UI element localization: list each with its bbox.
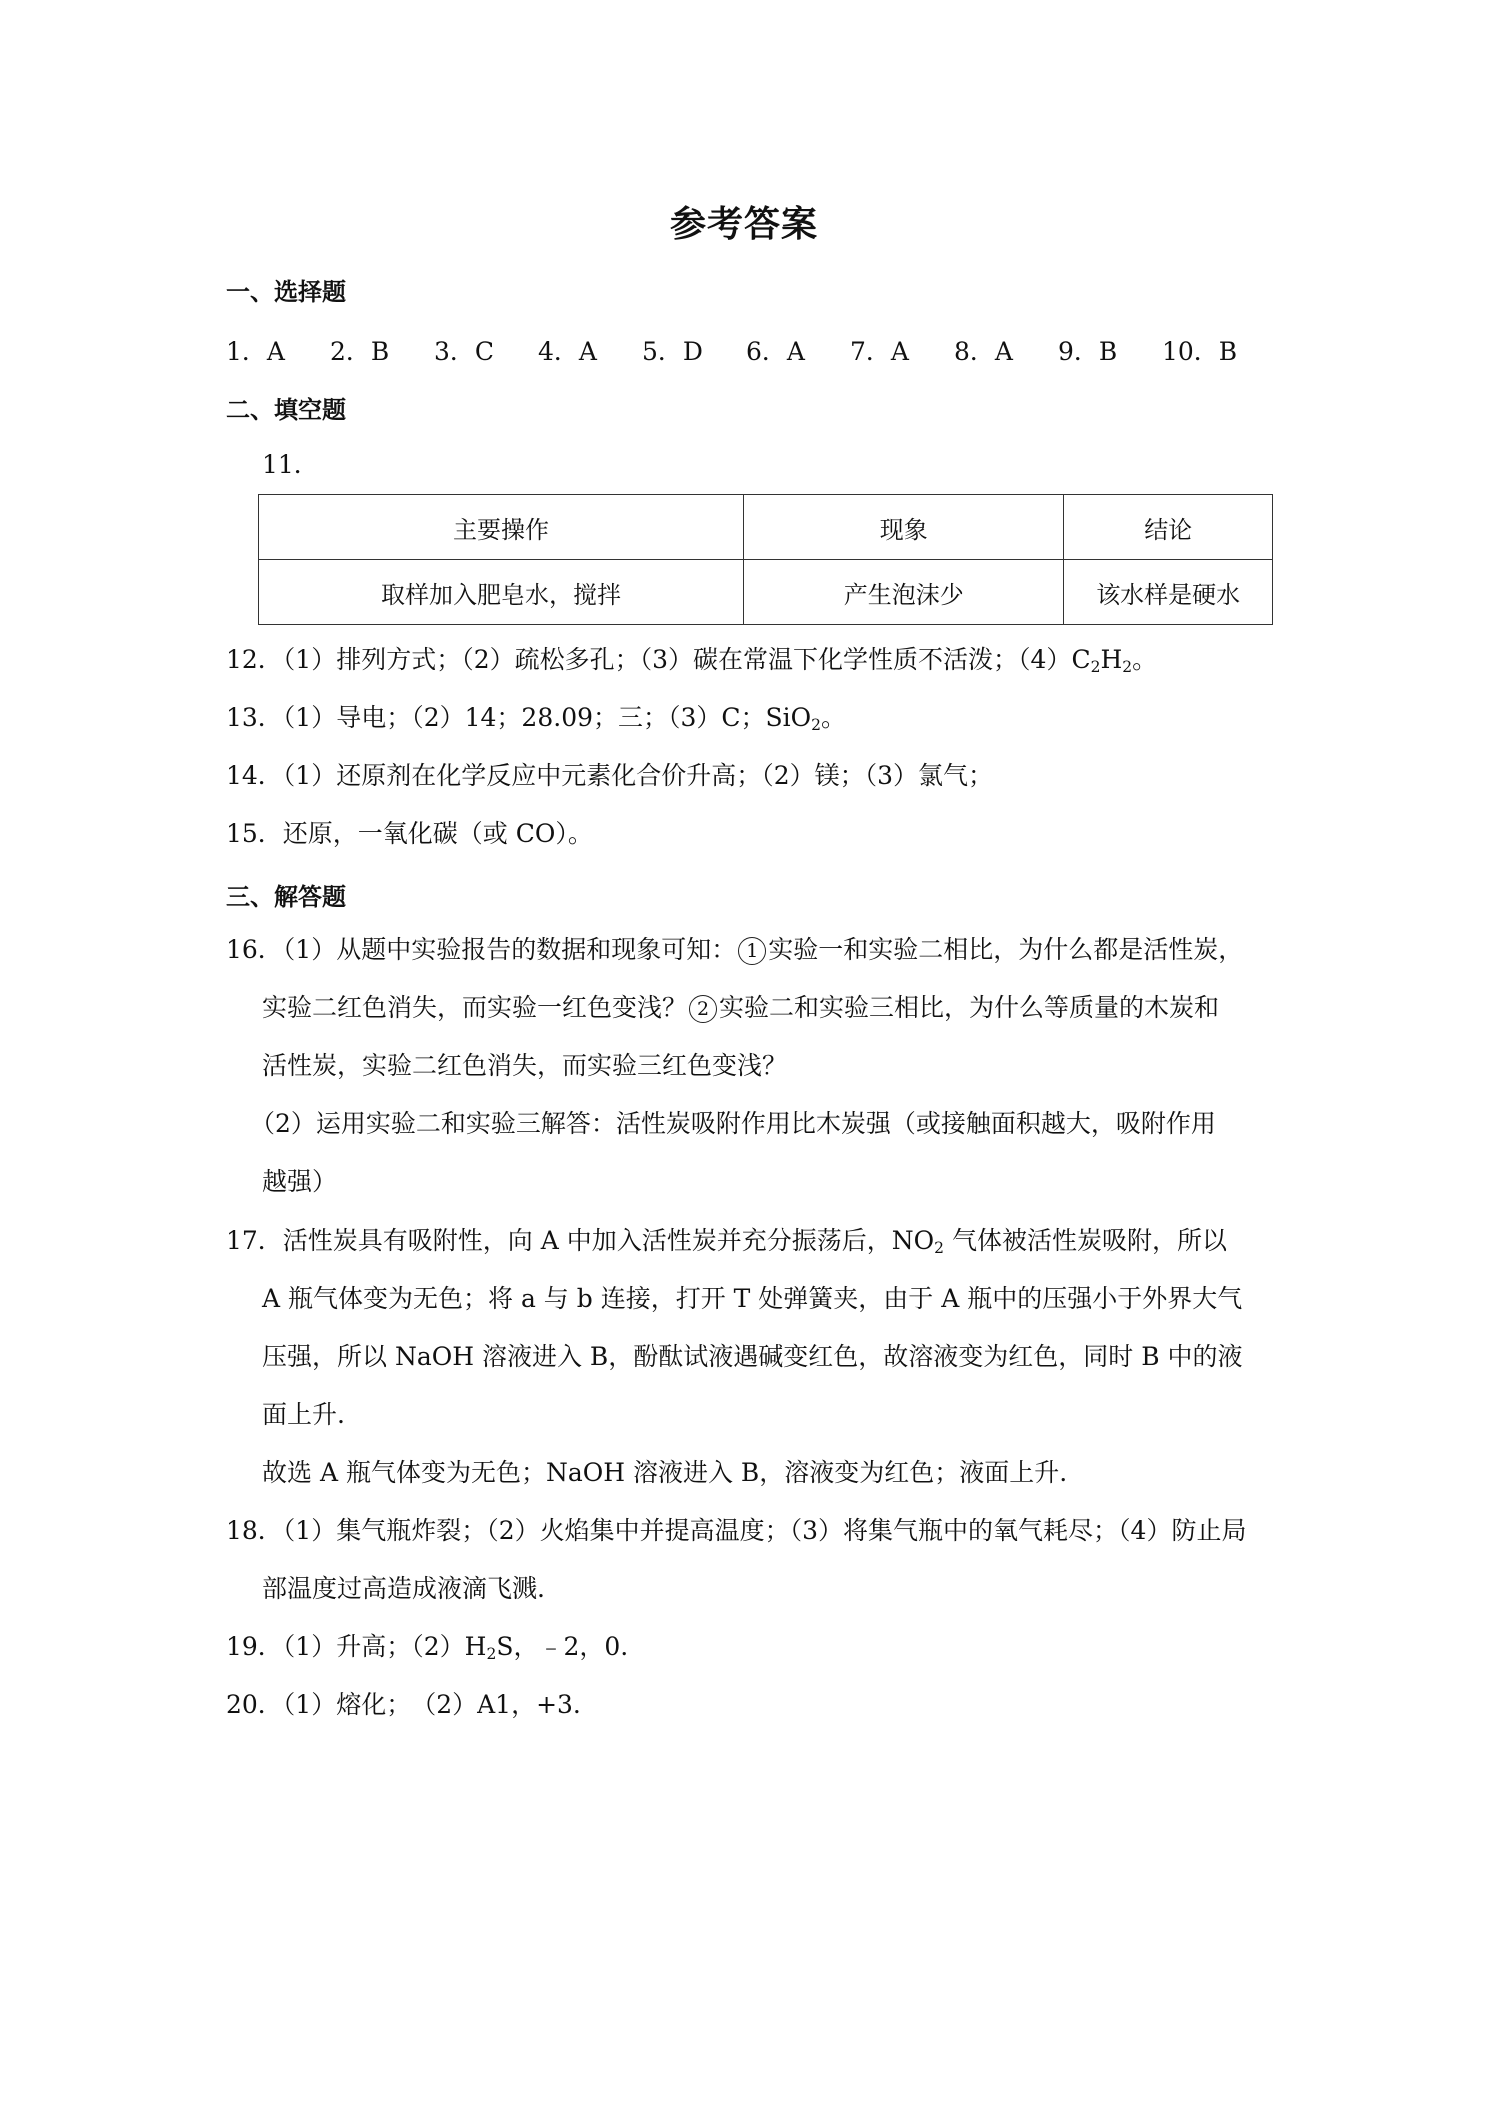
mc-answer: 1．A [226, 337, 285, 366]
q12-text: H [1100, 645, 1123, 674]
question-16-line: 越强） [262, 1167, 338, 1196]
question-16-line [262, 990, 1219, 1026]
table-header-cell: 现象 [744, 495, 1064, 560]
table-header-row [259, 495, 1273, 560]
mc-answer: 10．B [1162, 337, 1238, 366]
question-17-line: 故选 A 瓶气体变为无色；NaOH 溶液进入 B，溶液变为红色；液面上升. [262, 1458, 1068, 1487]
q13-text: 13．（1）导电；（2）14；28.09；三；（3）C；SiO [226, 703, 812, 732]
mc-answer: 8．A [954, 337, 1013, 366]
circled-number-2: 2 [689, 995, 717, 1023]
question-12-answer [226, 642, 1157, 685]
circled-number-1: 1 [738, 937, 766, 965]
q16-text: 实验二和实验三相比，为什么等质量的木炭和 [719, 993, 1220, 1022]
page-title: 参考答案 [669, 204, 818, 245]
table-row [259, 560, 1273, 625]
table-cell: 该水样是硬水 [1064, 560, 1273, 625]
question-17-line: 面上升. [262, 1400, 345, 1429]
question-16-line: （2）运用实验二和实验三解答：活性炭吸附作用比木炭强（或接触面积越大，吸附作用 [250, 1109, 1216, 1138]
question-15-answer: 15．还原，一氧化碳（或 CO）。 [226, 819, 593, 848]
section-heading-multiple-choice: 一、选择题 [226, 278, 346, 306]
question-16-line: 活性炭，实验二红色消失，而实验三红色变浅？ [262, 1051, 788, 1080]
q17-text: 气体被活性炭吸附，所以 [944, 1226, 1227, 1255]
question-17-line: 压强，所以 NaOH 溶液进入 B，酚酞试液遇碱变红色，故溶液变为红色，同时 B 中的液 [262, 1342, 1243, 1371]
q19-subscript: 2 [486, 1645, 497, 1663]
question-11-table [258, 494, 1273, 625]
question-14-answer: 14．（1）还原剂在化学反应中元素化合价升高；（2）镁；（3）氯气； [226, 761, 994, 790]
q17-text: 17．活性炭具有吸附性，向 A 中加入活性炭并充分振荡后，NO [226, 1226, 935, 1255]
table-header-cell: 主要操作 [259, 495, 744, 560]
q12-subscript: 2 [1090, 658, 1101, 676]
section-heading-answers: 三、解答题 [226, 883, 346, 911]
q13-text: 。 [821, 703, 847, 732]
table-header-cell: 结论 [1064, 495, 1273, 560]
question-17-line: A 瓶气体变为无色；将 a 与 b 连接，打开 T 处弹簧夹，由于 A 瓶中的压强小于外界大气 [262, 1284, 1243, 1313]
table-cell: 取样加入肥皂水，搅拌 [259, 560, 744, 625]
q13-subscript: 2 [811, 716, 822, 734]
mc-answer: 5．D [642, 337, 703, 366]
mc-answer: 6．A [746, 337, 805, 366]
table-cell: 产生泡沫少 [744, 560, 1064, 625]
q12-subscript: 2 [1122, 658, 1133, 676]
mc-answer: 2．B [330, 337, 390, 366]
q16-text: 16．（1）从题中实验报告的数据和现象可知： [226, 935, 737, 964]
question-17-line [226, 1223, 1227, 1266]
q16-text: 实验一和实验二相比，为什么都是活性炭， [768, 935, 1244, 964]
question-11-number: 11． [262, 450, 319, 479]
mc-answer: 9．B [1058, 337, 1118, 366]
mc-answer: 3．C [434, 337, 495, 366]
mc-answer: 7．A [850, 337, 909, 366]
section-heading-fill-in: 二、填空题 [226, 396, 346, 424]
question-20-answer: 20．（1）熔化； （2）A1，+3. [226, 1690, 581, 1719]
q12-text: 。 [1132, 645, 1158, 674]
multiple-choice-answers [226, 332, 1276, 368]
question-16-line [226, 932, 1243, 968]
question-13-answer [226, 700, 846, 743]
question-18-line: 18．（1）集气瓶炸裂；（2）火焰集中并提高温度；（3）将集气瓶中的氧气耗尽；（4）防止局 [226, 1516, 1247, 1545]
q16-text: 实验二红色消失，而实验一红色变浅？ [262, 993, 688, 1022]
q19-text: 19．（1）升高；（2）H [226, 1632, 487, 1661]
question-19-answer [226, 1629, 628, 1672]
q12-text: 12．（1）排列方式；（2）疏松多孔；（3）碳在常温下化学性质不活泼；（4）C [226, 645, 1091, 674]
question-18-line: 部温度过高造成液滴飞溅. [262, 1574, 545, 1603]
q19-text: S，﹣2，0. [496, 1632, 629, 1661]
mc-answer: 4．A [538, 337, 597, 366]
q17-subscript: 2 [934, 1239, 945, 1257]
